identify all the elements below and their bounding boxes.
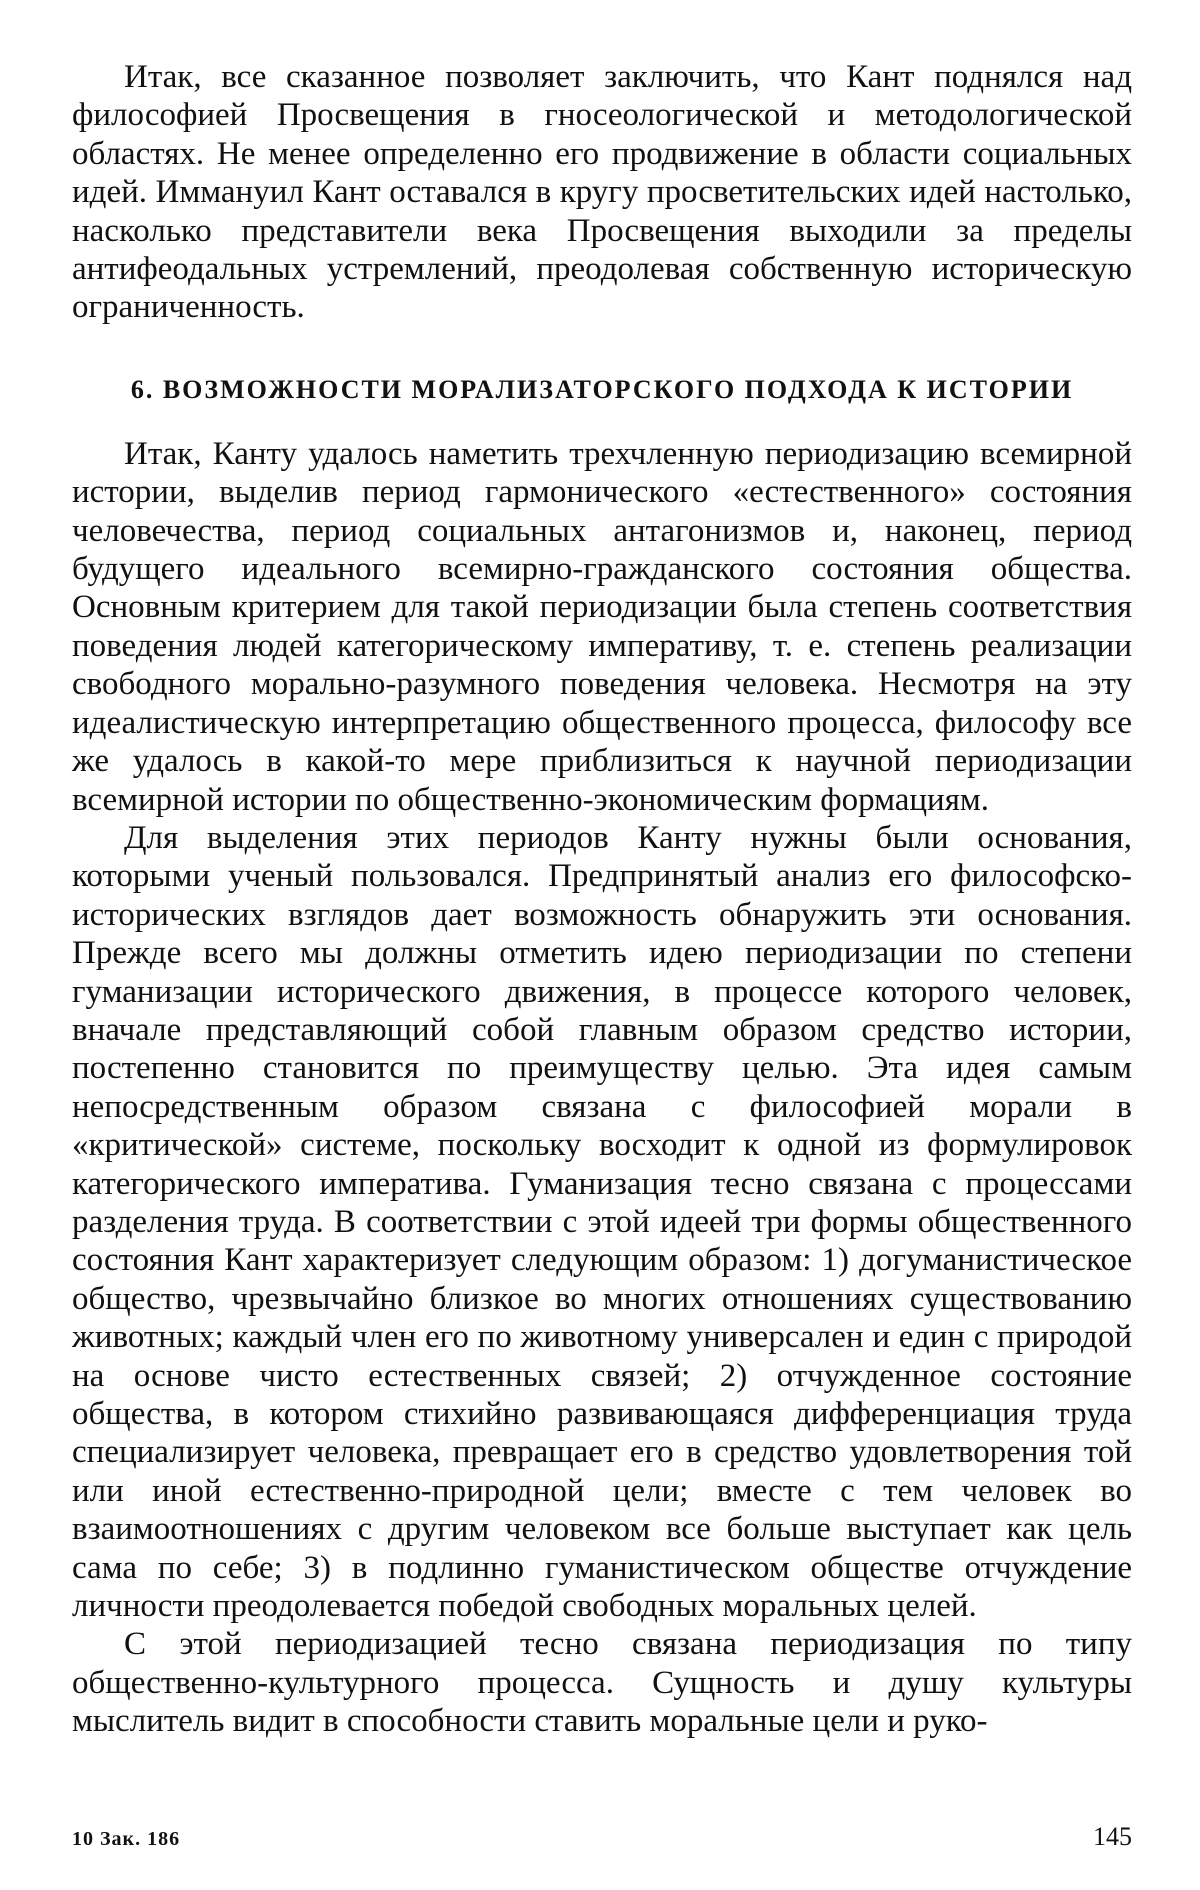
paragraph-foundations: Для выделения этих периодов Канту нужны были основания, которыми ученый пользовался. Предпринятый анализ его философско-исторических взглядов дает возможность обнаружить эти основания. Прежде всего мы должны отметить идею периодизации по степени гуманизации исторического движения, в процессе которого человек, вначале представляющий собой главным образом средство истории, постепенно становится по преимуществу целью. Эта идея самым непосредственным образом связана с философией морали в «критической» системе, поскольку восходит к одной из формулировок категорического императива. Гуманизация тесно связана с процессами разделения труда. В соответствии с этой идеей три формы общественного состояния Кант характеризует следующим образом: 1) догуманистическое общество, чрезвычайно близкое во многих отношениях существованию животных; каждый член его по животному универсален и един с природой на основе чисто естественных связей; 2) отчужденное состояние общества, в котором стихийно развивающаяся дифференциация труда специализирует человека, превращает его в средство удовлетворения той или иной естественно-природной цели; вместе с тем человек во взаимоотношениях с другим человеком все больше выступает как цель сама по себе; 3) в подлинно гуманистическом обществе отчуждение личности преодолевается победой свободных моральных целей. [72, 819, 1132, 1625]
page-number: 145 [1093, 1822, 1132, 1851]
book-page [72, 58, 1132, 1848]
paragraph-periodization: Итак, Канту удалось наметить трехчленную периодизацию всемирной истории, выделив период гармонического «естественного» состояния человечества, период социальных антагонизмов и, наконец, период будущего идеального всемирно-гражданского состояния общества. Основным критерием для такой периодизации была степень соответствия поведения людей категорическому императиву, т. е. степень реализации свободного морально-разумного поведения человека. Несмотря на эту идеалистическую интерпретацию общественного процесса, философу все же удалось в какой-то мере приблизиться к научной периодизации всемирной истории по общественно-экономическим формациям. [72, 435, 1132, 818]
printer-signature: 10 Зак. 186 [72, 1828, 181, 1850]
paragraph-intro: Итак, все сказанное позволяет заключить, что Кант поднялся над философией Просвещения в гносеологической и методологической областях. Не менее определенно его продвижение в области социальных идей. Иммануил Кант оставался в кругу просветительских идей настолько, насколько представители века Просвещения выходили за пределы антифеодальных устремлений, преодолевая собственную историческую ограниченность. [72, 59, 1132, 326]
paragraph-culture: С этой периодизацией тесно связана периодизация по типу общественно-культурного процесса. Сущность и душу культуры мыслитель видит в способности ставить моральные цели и руко- [72, 1626, 1132, 1740]
section-heading: 6. ВОЗМОЖНОСТИ МОРАЛИЗАТОРСКОГО ПОДХОДА К ИСТОРИИ [130, 374, 1074, 404]
page-footer [72, 1822, 1132, 1854]
